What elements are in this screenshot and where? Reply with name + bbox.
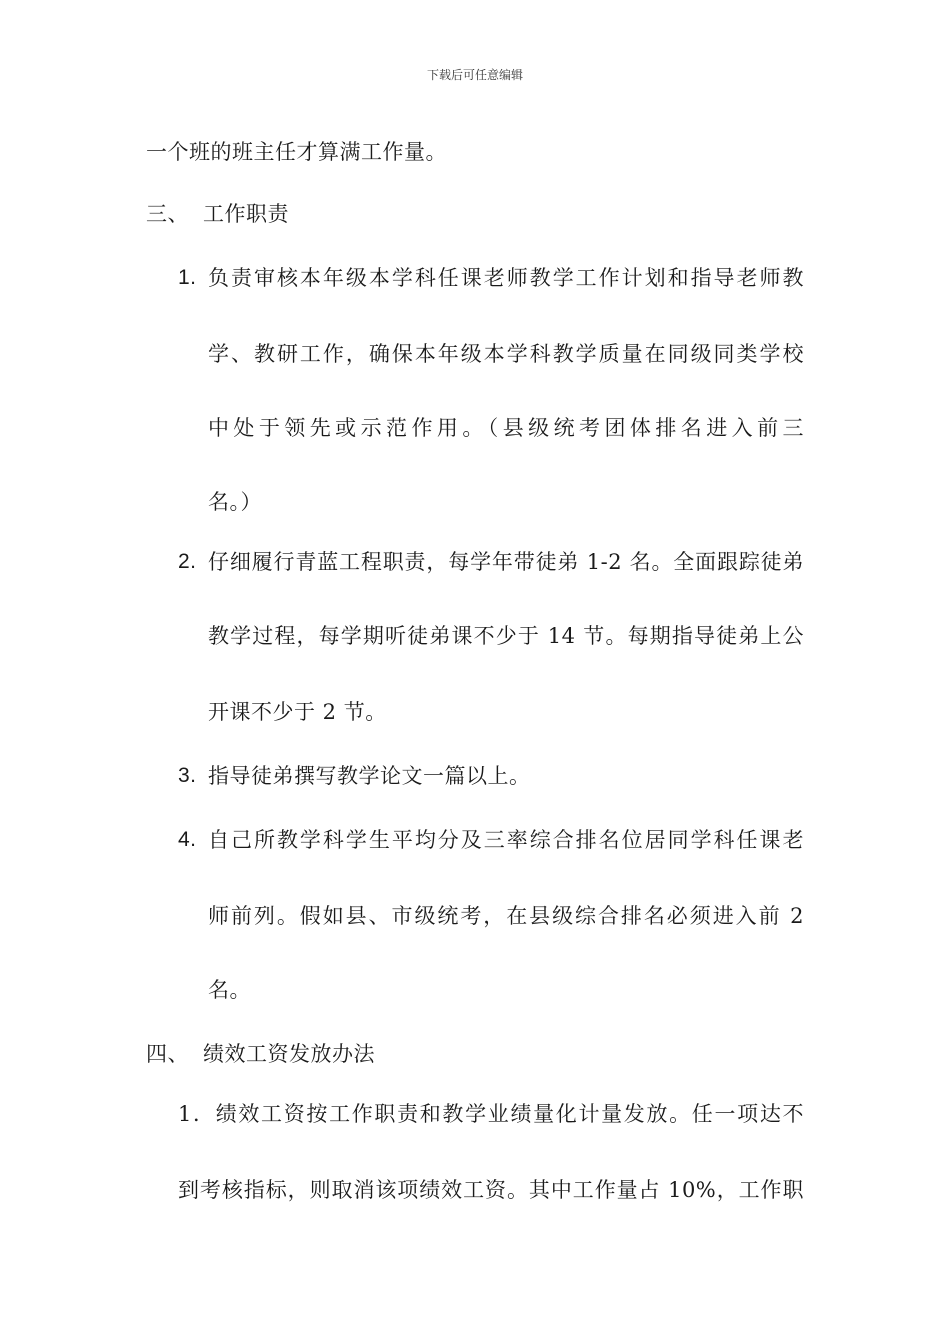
page-header-note: 下载后可任意编辑 — [426, 68, 523, 82]
list-item-4-line: 师前列。假如县、市级统考，在县级综合排名必须进入前 2 — [208, 904, 804, 928]
list-item-1-line: 学、教研工作，确保本年级本学科教学质量在同级同类学校 — [208, 342, 804, 366]
list-item-1-line: 名。） — [208, 490, 262, 514]
list-item-2-number: 2. — [178, 550, 197, 573]
paragraph-line: 到考核指标，则取消该项绩效工资。其中工作量占 10%，工作职 — [178, 1178, 804, 1202]
list-item-2-line: 开课不少于 2 节。 — [208, 700, 387, 724]
body-text-line: 一个班的班主任才算满工作量。 — [146, 140, 447, 164]
list-item-2-line: 仔细履行青蓝工程职责，每学年带徒弟 1-2 名。全面跟踪徒弟 — [208, 550, 804, 574]
paragraph-line: 1．绩效工资按工作职责和教学业绩量化计量发放。任一项达不 — [178, 1102, 804, 1126]
list-item-4-line: 名。 — [208, 978, 251, 1002]
list-item-2-line: 教学过程，每学期听徒弟课不少于 14 节。每期指导徒弟上公 — [208, 624, 804, 648]
list-item-4-number: 4. — [178, 828, 197, 851]
list-item-3-line: 指导徒弟撰写教学论文一篇以上。 — [208, 764, 531, 788]
section-3-title: 工作职责 — [203, 202, 289, 226]
list-item-4-line: 自己所教学科学生平均分及三率综合排名位居同学科任课老 — [208, 828, 804, 852]
section-3-marker: 三、 — [146, 202, 189, 226]
list-item-3-number: 3. — [178, 764, 197, 787]
list-item-1-line: 中处于领先或示范作用。（县级统考团体排名进入前三 — [208, 416, 804, 440]
list-item-1-line: 负责审核本年级本学科任课老师教学工作计划和指导老师教 — [208, 266, 804, 290]
list-item-1-number: 1. — [178, 266, 197, 289]
section-4-title: 绩效工资发放办法 — [203, 1042, 375, 1066]
section-4-marker: 四、 — [146, 1042, 189, 1066]
